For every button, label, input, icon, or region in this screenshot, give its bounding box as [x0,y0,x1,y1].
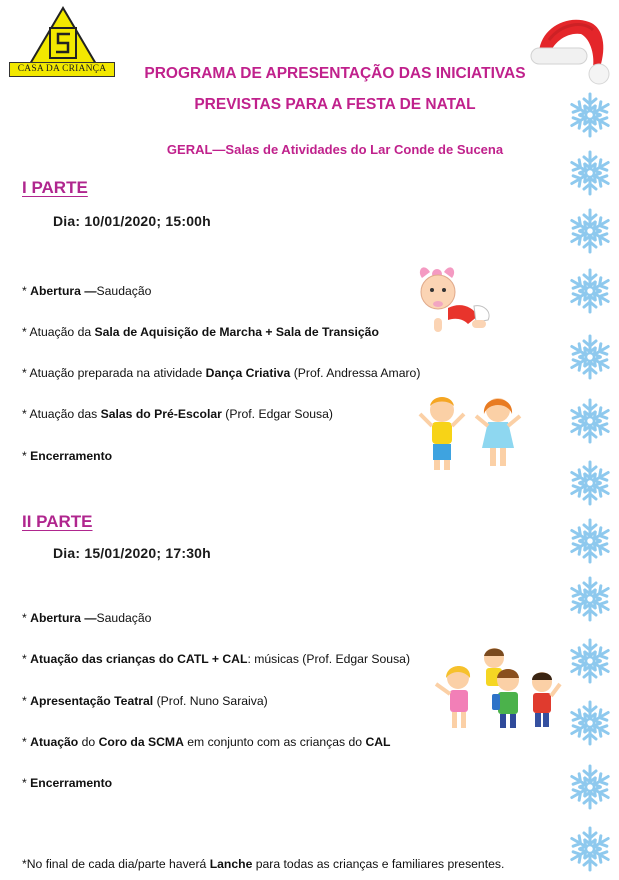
page-subtitle: GERAL—Salas de Atividades do Lar Conde de Sucena [166,142,504,157]
snowflake-icon [567,518,613,564]
list-item: * Abertura —Saudação [22,611,152,625]
list-item: * Encerramento [22,449,113,463]
part-1-heading: I PARTE [22,178,88,197]
snowflake-icon [567,460,613,506]
list-item: * Apresentação Teatral (Prof. Nuno Saraiva) [22,694,268,708]
page-title-line-1: PROGRAMA DE APRESENTAÇÃO DAS INICIATIVAS [144,65,526,82]
snowflake-icon [567,700,613,746]
snowflake-icon [567,398,613,444]
snowflake-icon [567,334,613,380]
list-item: * Atuação das Salas do Pré-Escolar (Prof. Edgar Sousa) [22,407,333,421]
footnote: *No final de cada dia/parte haverá Lanche para todas as crianças e familiares presentes. [22,857,505,871]
part-2-date: Dia: 15/01/2020; 17:30h [53,545,211,561]
list-item: * Atuação preparada na atividade Dança Criativa (Prof. Andressa Amaro) [22,366,421,380]
snowflake-icon [567,92,613,138]
snowflake-icon [567,638,613,684]
snowflake-icon [567,576,613,622]
logo-text: CASA DA CRIANÇA [9,62,115,77]
snowflake-icon [567,268,613,314]
snowflake-icon [567,208,613,254]
snowflake-icon [567,764,613,810]
list-item: * Encerramento [22,776,113,790]
kids-group-icon [428,644,562,734]
snowflake-icon [567,150,613,196]
part-1-date: Dia: 10/01/2020; 15:00h [53,213,211,229]
part-2-heading: II PARTE [22,512,93,531]
list-item: * Abertura —Saudação [22,284,152,298]
kids-waving-icon [416,392,526,476]
list-item: * Atuação das crianças do CATL + CAL: músicas (Prof. Edgar Sousa) [22,652,410,666]
baby-icon [414,262,494,338]
list-item: * Atuação da Sala de Aquisição de Marcha + Sala de Transição [22,325,379,339]
page-title-line-2: PREVISTAS PARA A FESTA DE NATAL [194,96,476,113]
snowflake-icon [567,826,613,872]
list-item: * Atuação do Coro da SCMA em conjunto com as crianças do CAL [22,735,391,749]
